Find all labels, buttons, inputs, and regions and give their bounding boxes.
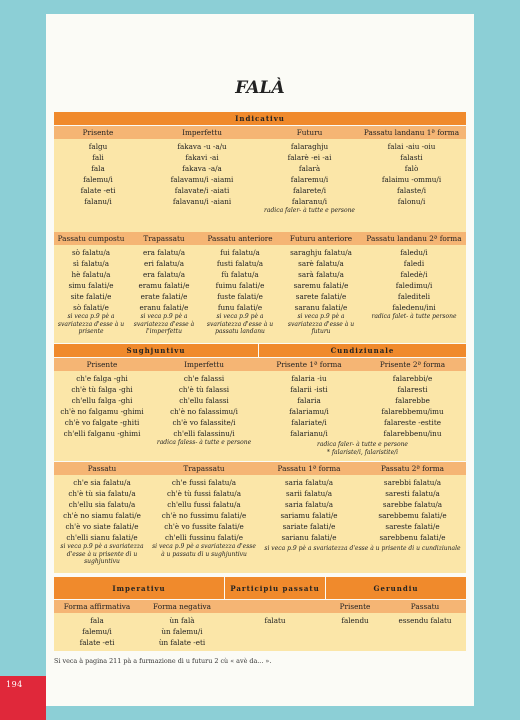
form: sariamu falati/e: [280, 511, 338, 520]
imp-affirmativa: [54, 615, 140, 648]
page-title: FALÀ: [235, 78, 285, 98]
form: ch'è vo fussite falati/e: [164, 522, 244, 531]
cund-passatu1: [259, 477, 359, 543]
form: ch'e falassi: [183, 374, 225, 383]
gerundiu-prisente: falendu: [341, 616, 369, 625]
note: si veca p.9 pè a svariatezza d'esse à u prisente: [57, 313, 125, 335]
form: faledimu/i: [395, 281, 433, 290]
sugh-cund-simple: [54, 371, 466, 461]
form: sò falatu/a: [71, 248, 111, 257]
ind-futant: [280, 247, 362, 336]
form: ch'ellu falga -ghi: [71, 396, 133, 405]
form: falarebbemu/imu: [381, 407, 444, 416]
note: si veca p.9 pè a svariatezza d'esse à u prisente di u cundiziunale: [264, 545, 461, 552]
form: ch'è no falgamu -ghimi: [60, 407, 144, 416]
form: falaria -iu: [291, 374, 327, 383]
page-number: 194: [6, 680, 23, 689]
indicativu-simple: [54, 139, 466, 232]
gerundiu-header: Gerundiu: [326, 577, 466, 599]
ind-trapassatu: [128, 247, 200, 336]
form: fusti falatu/a: [216, 259, 264, 268]
form: saraghju falatu/a: [290, 248, 352, 257]
form: falarebbe: [395, 396, 430, 405]
form: falò: [404, 164, 419, 173]
indicativu-cols2: [54, 232, 466, 245]
sugh-passatu: [54, 477, 150, 566]
form: erate falati/e: [140, 292, 188, 301]
form: falareste -estite: [383, 418, 442, 427]
form: falariamu/i: [289, 407, 329, 416]
form: ch'è vo siate falati/e: [65, 522, 139, 531]
ind-futuru: [262, 141, 357, 215]
form: falavanu/i -aiani: [172, 197, 232, 206]
form: ch'elli sianu falati/e: [66, 533, 138, 542]
form: ch'è vo falassite/i: [172, 418, 236, 427]
sugh-cund-compound: [54, 475, 466, 573]
ind-landanu2: [362, 247, 466, 321]
ind-cumpostu: [54, 247, 128, 336]
note: si veca p.9 pè a svariatezza d'esse à l'imperfettu: [133, 313, 195, 335]
form: falgu: [88, 142, 108, 151]
form: falaranu/i: [291, 197, 328, 206]
form: falarà: [298, 164, 321, 173]
form: faledi: [403, 259, 425, 268]
indicativu-compound: [54, 245, 466, 343]
form: falai -aiu -oiu: [387, 142, 436, 151]
form: faledenu/ini: [392, 303, 436, 312]
form: falarete/i: [292, 186, 327, 195]
form: fui falatu/a: [220, 248, 260, 257]
ind-landanu1: [357, 141, 466, 207]
indicativu-header: Indicativu: [54, 112, 466, 125]
sugh-cund-cols2: [54, 462, 466, 475]
col-ger-prisente: Prisente: [339, 602, 371, 611]
form: saresti falatu/a: [385, 489, 440, 498]
form: faledu/i: [400, 248, 428, 257]
form: falarii -isti: [290, 385, 328, 394]
form: falediteli: [397, 292, 431, 301]
form: fakava -u -a/u: [177, 142, 227, 151]
sugh-trapassatu: [150, 477, 258, 558]
form: saremu falati/e: [293, 281, 349, 290]
note: si veca p.9 pè a svariatezza d'esse à u futuru: [287, 313, 355, 335]
form: falavate/i -aiati: [174, 186, 230, 195]
form: falemu/i: [83, 175, 113, 184]
participiu-value: falatu: [264, 616, 286, 625]
cundiziunale-header: Cundiziunale: [259, 344, 466, 357]
col-sugh-passatu: Passatu: [87, 464, 117, 473]
form: sariate falati/e: [282, 522, 336, 531]
form: saria falatu/a: [284, 500, 334, 509]
form: sì falatu/a: [72, 259, 110, 268]
note: si veca p.9 pè a svariatezza d'esse à u prisente di u sughjuntivu: [60, 543, 144, 565]
gerundiu-passatu: essendu falatu: [398, 616, 452, 625]
col-affirmativa: Forma affirmativa: [63, 602, 131, 611]
form: eranu falati/e: [139, 303, 189, 312]
form: ch'è vo falgate -ghiti: [64, 418, 140, 427]
cund-notes: [259, 441, 466, 456]
form: ch'elli falganu -ghimi: [63, 429, 141, 438]
form: ch'è no fussimu falati/e: [161, 511, 247, 520]
form: sarete falati/e: [295, 292, 347, 301]
imperativu-header: Imperativu: [54, 577, 224, 599]
col-cund-prisente2: Prisente 2ª forma: [379, 360, 446, 369]
form: faledè/i: [400, 270, 428, 279]
form: hè falatu/a: [71, 270, 111, 279]
imp-negativa: [140, 615, 224, 648]
form: falaria: [297, 396, 321, 405]
form: falasti: [400, 153, 423, 162]
col-sugh-prisente: Prisente: [86, 360, 118, 369]
cund-prisente2: [359, 373, 466, 439]
form: fala: [91, 164, 105, 173]
col-anteriore: Passatu anteriore: [207, 234, 273, 243]
ind-prisente: [54, 141, 142, 207]
form: sarebbemu falati/e: [378, 511, 447, 520]
form: fali: [92, 153, 104, 162]
col-sugh-trapassatu: Trapassatu: [183, 464, 225, 473]
col-cund-passatu2: Passatu 2ª forma: [380, 464, 444, 473]
note: radica falet- à tutte persone: [371, 313, 457, 320]
form: ch'è tù fussi falatu/a: [167, 489, 241, 498]
imperativu-body: [54, 613, 466, 651]
cund-prisente1: [259, 373, 359, 439]
form: fuimu falati/e: [215, 281, 265, 290]
form: falonu/i: [397, 197, 426, 206]
form: era falatu/a: [142, 248, 185, 257]
col-ger-passatu: Passatu: [410, 602, 440, 611]
col-cund-passatu1: Passatu 1ª forma: [277, 464, 341, 473]
footer-note: Si veca à pagina 211 pà a furmazione di u futuru 2 cù « avè da... ».: [54, 657, 272, 665]
col-sugh-imperfettu: Imperfettu: [184, 360, 224, 369]
form: funu falati/e: [217, 303, 263, 312]
form: fuste falati/e: [217, 292, 263, 301]
form: falariate/i: [291, 418, 327, 427]
form: falaremu/i: [290, 175, 329, 184]
form: falate -eti: [79, 638, 115, 647]
note: radica faler- à tutte e persone: [264, 207, 355, 214]
sugh-prisente: [54, 373, 150, 439]
form: falanu/i: [84, 197, 112, 206]
form: fakava -a/a: [182, 164, 222, 173]
form: falarebbenu/inu: [383, 429, 442, 438]
form: sareste falati/e: [385, 522, 440, 531]
form: ch'è no siamu falati/e: [63, 511, 141, 520]
col-prisente: Prisente: [82, 128, 114, 137]
form: falaimu -ommu/i: [381, 175, 442, 184]
form: sò falati/e: [73, 303, 109, 312]
col-futuru: Futuru: [296, 128, 323, 137]
ind-anteriore: [200, 247, 280, 336]
col-landanu2: Passatu landanu 2ª forma: [366, 234, 462, 243]
note: si veca p.9 pè a svariatezza d'esse à u passatu landanu: [206, 313, 274, 335]
col-landanu1: Passatu landanu 1ª forma: [363, 128, 460, 137]
form: eramu falati/e: [138, 281, 190, 290]
form: ch'è tù falga -ghi: [71, 385, 133, 394]
form: ch'e fussi falatu/a: [171, 478, 237, 487]
form: saria falatu/a: [284, 478, 334, 487]
imperativu-cols: [54, 600, 466, 613]
form: sarà falatu/a: [298, 270, 344, 279]
note: * falariste/i, falaristite/i: [326, 448, 399, 456]
form: ch'e sia falatu/a: [73, 478, 131, 487]
form: ch'ellu falassi: [179, 396, 229, 405]
form: falaste/i: [396, 186, 427, 195]
form: sarii falatu/a: [285, 489, 333, 498]
sugh-imperfettu: [150, 373, 258, 447]
form: falaresti: [397, 385, 428, 394]
form: falarebbi/e: [392, 374, 433, 383]
form: ch'è tù falassi: [178, 385, 230, 394]
form: ch'è tù sia falatu/a: [68, 489, 136, 498]
form: ch'e falga -ghi: [76, 374, 128, 383]
ind-imperfettu: [142, 141, 262, 207]
form: sarianu falati/e: [281, 533, 337, 542]
form: eri falatu/a: [143, 259, 185, 268]
form: fù falatu/a: [221, 270, 259, 279]
form: ùn falà: [169, 616, 195, 625]
note: radica faless- à tutte e persone: [156, 439, 252, 446]
form: falavamu/i -aiami: [170, 175, 234, 184]
form: era falatu/a: [142, 270, 185, 279]
form: fakavi -ai: [185, 153, 219, 162]
form: site falati/e: [70, 292, 112, 301]
form: sarè falatu/a: [298, 259, 344, 268]
form: ch'ellu sia falatu/a: [68, 500, 136, 509]
col-cumpostu: Passatu cumpostu: [57, 234, 125, 243]
sugh-cund-cols: [54, 358, 466, 371]
note: si veca p.9 pè a svariatezza d'esse à u passatu di u sughjuntivu: [152, 543, 256, 558]
form: ch'elli falassinu/i: [173, 429, 235, 438]
form: sarebbe falatu/a: [382, 500, 443, 509]
form: ch'ellu fussi falatu/a: [167, 500, 241, 509]
form: sarebbi falatu/a: [383, 478, 442, 487]
form: ùn falemu/i: [161, 627, 203, 636]
note: radica faler- à tutte e persone: [317, 441, 408, 448]
form: falate -eti: [80, 186, 116, 195]
col-futant: Futuru anteriore: [289, 234, 353, 243]
form: falarianu/i: [290, 429, 328, 438]
cund-passatu2: [359, 477, 466, 543]
form: ùn falate -eti: [158, 638, 206, 647]
form: falarè -ei -ai: [287, 153, 332, 162]
form: saranu falati/e: [294, 303, 348, 312]
participiu-header: Participiu passatu: [225, 577, 325, 599]
col-cund-prisente1: Prisente 1ª forma: [276, 360, 342, 369]
form: fala: [90, 616, 104, 625]
form: sarebbenu falati/e: [379, 533, 446, 542]
col-imperfettu: Imperfettu: [182, 128, 222, 137]
indicativu-cols: [54, 126, 466, 139]
form: falaraghju: [290, 142, 329, 151]
form: simu falati/e: [68, 281, 114, 290]
form: ch'elli fussinu falati/e: [165, 533, 243, 542]
sughjuntivu-header: Sughjuntivu: [54, 344, 258, 357]
col-negativa: Forma negativa: [153, 602, 211, 611]
col-trapassatu: Trapassatu: [143, 234, 185, 243]
form: falemu/i: [82, 627, 112, 636]
form: ch'è no falassimu/i: [170, 407, 238, 416]
